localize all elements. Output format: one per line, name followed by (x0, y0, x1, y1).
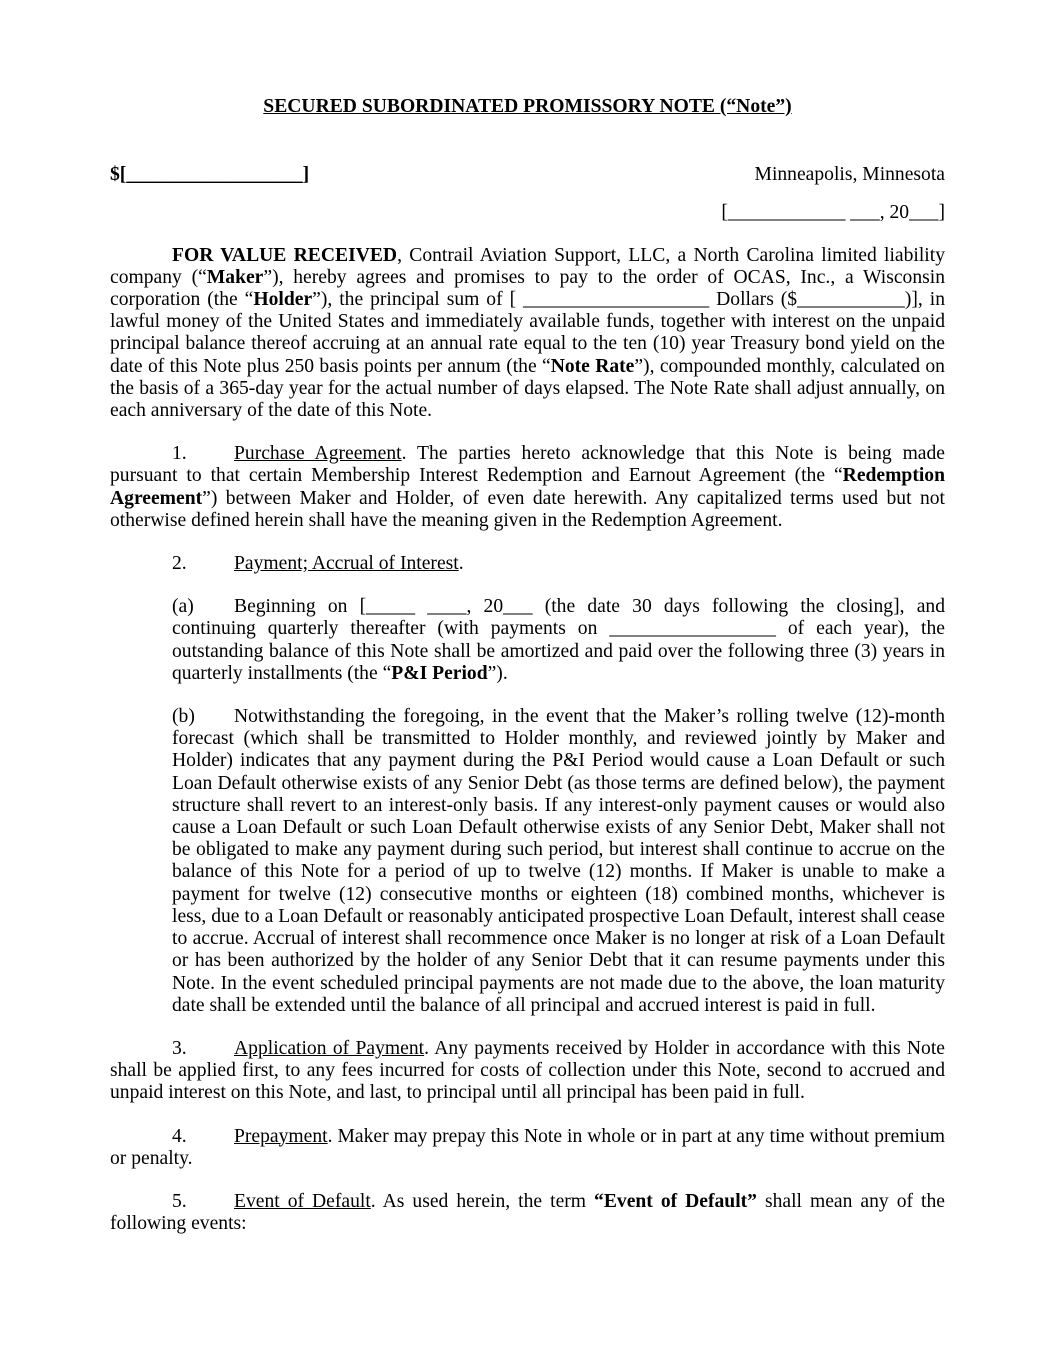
text-run: ”), hereby agrees and promises to pay to the order of OCAS, Inc., a Wisconsin corporation (the “ (110, 266, 945, 311)
section-1-purchase-agreement (110, 443, 945, 532)
text-run: Holder (253, 289, 313, 311)
text-run: Prepayment (234, 1125, 328, 1147)
text-run: . The parties hereto acknowledge that this Note is being made pursuant to that certain Membership Interest Redemption and Earnout Agreement (the “ (110, 443, 945, 487)
place-line: Minneapolis, Minnesota (754, 164, 945, 186)
text-run: , Contrail Aviation Support, LLC, a North Carolina limited liability company (“ (110, 244, 945, 288)
section-number: 5. (172, 1190, 187, 1212)
text-run: . Any payments received by Holder in accordance with this Note shall be applied first, to any fees incurred for costs of collection under this Note, second to accrued and unpaid interest on this Note, and last, to principal until all principal has been paid in full. (110, 1037, 945, 1104)
text-run: ”) between Maker and Holder, of even date herewith. Any capitalized terms used but not otherwise defined herein shall have the meaning given in the Redemption Agreement. (110, 487, 945, 531)
text-run: ”), compounded monthly, calculated on the basis of a 365-day year for the actual number of days elapsed. The Note Rate shall adjust annually, on each anniversary of the date of this Note. (110, 355, 945, 422)
document-body (110, 245, 945, 1236)
text-run: Maker (206, 266, 264, 288)
text-run: . (458, 553, 464, 575)
section-2-payment-accrual-heading (110, 553, 945, 575)
text-run: Payment; Accrual of Interest (234, 553, 459, 575)
text-run: Notwithstanding the foregoing, in the event that the Maker’s rolling twelve (12)-month forecast (which shall be transmitted to Holder monthly, and reviewed jointly by Maker and Holder) indicates that any payment during the P&I Period would cause a Loan Default or such Loan Default otherwise exists of any Senior Debt (as those terms are defined below), the payment structure shall revert to an interest-only basis. If any interest-only payment causes or would also cause a Loan Default or such Loan Default otherwise exists of any Senior Debt, Maker shall not be obligated to make any payment during such period, but interest shall continue to accrue on the balance of this Note for a period of up to twelve (12) months. If Maker is unable to make a payment for twelve (12) consecutive months or eighteen (18) combined months, whichever is less, due to a Loan Default or reasonably anticipated prospective Loan Default, interest shall cease to accrue. Accrual of interest shall recommence once Maker is no longer at risk of a Loan Default or has been authorized by the holder of any Senior Debt that it can resume payments under this Note. In the event scheduled principal payments are not made due to the above, the loan maturity date shall be extended until the balance of all principal and accrued interest is paid in full. (172, 706, 945, 1016)
section-number: 3. (172, 1037, 187, 1059)
text-run: shall mean any of the following events: (110, 1190, 945, 1235)
text-run: FOR VALUE RECEIVED (172, 244, 398, 266)
section-number: (a) (172, 596, 194, 618)
section-2a-beginning-on (172, 596, 945, 685)
text-run: “Event of Default” (594, 1190, 757, 1212)
para-for-value-received (110, 245, 945, 423)
text-run: . As used herein, the term (370, 1190, 595, 1212)
section-number: (b) (172, 706, 195, 728)
principal-amount-blank: $[__________________] (110, 164, 310, 186)
text-run: Redemption Agreement (110, 465, 945, 509)
text-run: Purchase Agreement (234, 443, 402, 465)
document-title: SECURED SUBORDINATED PROMISSORY NOTE (“Note”) (263, 96, 792, 117)
date-row (110, 202, 945, 224)
text-run: P&I Period (391, 662, 488, 684)
text-run: Beginning on [_____ ____, 20___ (the date 30 days following the closing], and continuing quarterly thereafter (with payments on _________________ of each year), the outstanding balance of this Note shall be amortized and paid over the following three (3) years in quarterly installments (the “ (172, 596, 945, 684)
section-number: 2. (172, 553, 187, 575)
section-4-prepayment (110, 1126, 945, 1170)
section-5-event-of-default (110, 1191, 945, 1235)
text-run: ”), the principal sum of [ ___________________ Dollars ($___________)], in lawful money of the United States and immediately available funds, together with interest on the unpaid principal balance thereof accruing at an annual rate equal to the ten (10) year Treasury bond yield on the date of this Note plus 250 basis points per annum (the “ (110, 289, 945, 377)
section-number: 1. (172, 443, 187, 465)
date-blank: [____________ ___, 20___] (721, 202, 945, 224)
header-meta-row (110, 164, 945, 186)
text-run: ”). (487, 662, 508, 684)
text-run: Event of Default (234, 1190, 371, 1212)
text-run: Note Rate (550, 355, 635, 377)
section-3-application-of-payment (110, 1038, 945, 1105)
section-number: 4. (172, 1125, 187, 1147)
text-run: Application of Payment (234, 1037, 425, 1059)
section-2b-notwithstanding (172, 706, 945, 1017)
text-run: . Maker may prepay this Note in whole or in part at any time without premium or penalty. (110, 1125, 945, 1169)
